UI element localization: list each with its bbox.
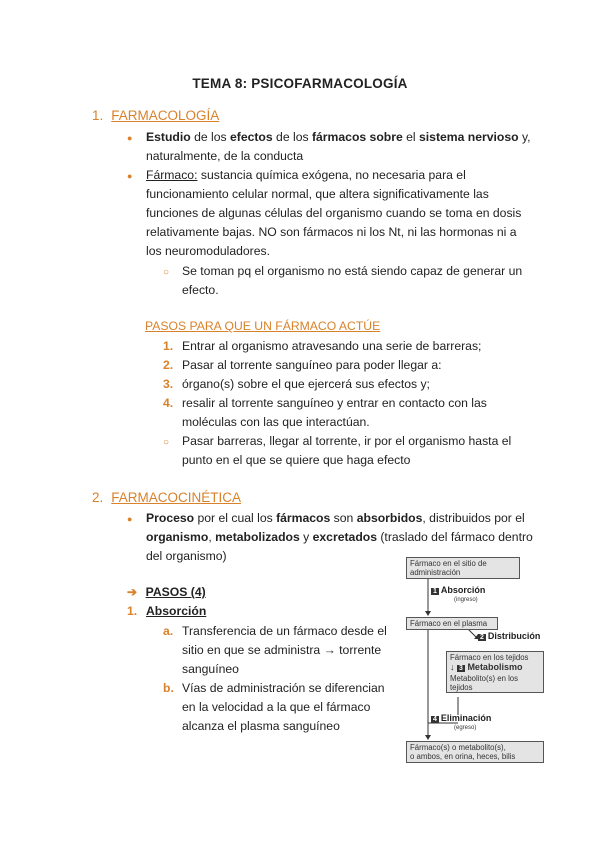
step-number: 3 (459, 665, 463, 672)
list-item: resalir al torrente sanguíneo y entrar en contacto con las (182, 396, 487, 410)
pharmacokinetics-diagram (398, 555, 548, 765)
text-line: los neuromoduladores. (146, 244, 270, 258)
list-number: 4. (163, 396, 174, 410)
list-number: 2. (163, 358, 174, 372)
step-absorcion (431, 585, 485, 595)
text-line: sanguíneo (182, 662, 239, 676)
list-letter: a. (163, 624, 174, 638)
text-line: efecto. (182, 283, 219, 297)
bold-term: sistema nervioso (419, 130, 519, 144)
list-item: órgano(s) sobre el que ejercerá sus efectos y; (182, 377, 430, 391)
pasos-text: PASOS (4) (145, 585, 206, 599)
text-line (146, 166, 466, 185)
bullet-dot-icon: ● (127, 171, 133, 181)
bold-term: Proceso (146, 511, 195, 525)
box-text: administración (410, 568, 461, 577)
circle-bullet-icon: ○ (163, 437, 170, 448)
box-text: Fármaco en el sitio de (410, 559, 487, 568)
bold-term: metabolizados (215, 530, 300, 544)
subheading-pasos: PASOS PARA QUE UN FÁRMACO ACTÚE (145, 319, 381, 333)
section-number: 2. (92, 490, 104, 505)
list-number: 3. (163, 377, 174, 391)
step-number: 4 (433, 716, 437, 723)
text-line: relativamente bajas. NO son fármacos ni los Nt, ni las hormonas ni a (146, 225, 517, 239)
arrow-right-icon: ➔ (127, 585, 138, 599)
metabolism-row: ↓ 3 Metabolismo (450, 662, 523, 672)
step-distribucion (478, 631, 540, 641)
text-line: Pasar barreras, llegar al torrente, ir por el organismo hasta el (182, 434, 512, 448)
step-number: 1 (433, 588, 437, 595)
text-line (146, 528, 533, 547)
text: de los (190, 130, 230, 144)
section-title: FARMACOCINÉTICA (111, 490, 242, 505)
section-heading-farmacocinetica (92, 488, 241, 507)
box-text: Metabolito(s) en los (450, 674, 519, 683)
sub-bullet (163, 432, 169, 452)
step-label: Distribución (487, 631, 541, 641)
box-tissues (446, 651, 544, 693)
bold-term: fármacos (276, 511, 331, 525)
step-note: (ingreso) (454, 597, 478, 603)
text-line: del organismo) (146, 549, 227, 563)
text-line: funcionamiento celular normal, que altera significativamente las (146, 187, 489, 201)
text-line: Transferencia de un fármaco desde el (182, 624, 387, 638)
underlined-term: Fármaco: (146, 168, 198, 182)
box-text: Fármaco(s) o metabolito(s), (410, 743, 506, 752)
text-line: funciones de algunas células del organismo cuando se toma en dosis (146, 206, 522, 220)
text-line: alcanza el plasma sanguíneo (182, 719, 340, 733)
step-label: Absorción (440, 585, 486, 595)
text: sustancia química exógena, no necesaria para el (197, 168, 466, 182)
absorcion-heading (146, 602, 206, 621)
sub-bullet (163, 262, 169, 282)
list-number: 1. (127, 604, 138, 618)
page-title: TEMA 8: PSICOFARMACOLOGÍA (192, 76, 408, 91)
text: y, (518, 130, 531, 144)
text-line: Vías de administración se diferencian (182, 681, 385, 695)
box-text: Fármaco en el plasma (410, 619, 488, 628)
bullet-farmaco (127, 166, 132, 186)
list-item: Entrar al organismo atravesando una serie de barreras; (182, 339, 482, 353)
text: , distribuidos por el (422, 511, 525, 525)
text: (traslado del fármaco dentro (376, 530, 533, 544)
bullet-proceso (127, 509, 132, 529)
bold-term: efectos (229, 130, 273, 144)
box-text: tejidos (450, 683, 473, 692)
text-line: Se toman pq el organismo no está siendo capaz de generar un (182, 264, 523, 278)
text: por el cual los (194, 511, 277, 525)
absorcion-text: Absorción (146, 604, 207, 618)
bold-term: excretados (312, 530, 377, 544)
text: son (330, 511, 357, 525)
text: , (208, 530, 216, 544)
bullet-estudio (127, 128, 132, 148)
text: de los (272, 130, 312, 144)
text-line: en la velocidad a la que el fármaco (182, 700, 371, 714)
text-line: naturalmente, de la conducta (146, 149, 304, 163)
text-line: sitio en que se administra → torrente (182, 643, 382, 657)
text-line: punto en el que se quiere que haga efecto (182, 453, 411, 467)
step-eliminacion (431, 713, 491, 723)
circle-bullet-icon: ○ (163, 267, 170, 278)
pasos-label (127, 583, 206, 602)
bold-term: absorbidos (356, 511, 423, 525)
step-label: Metabolismo (467, 662, 523, 672)
text: y (299, 530, 313, 544)
step-label: Eliminación (440, 713, 492, 723)
bullet-dot-icon: ● (127, 133, 133, 143)
step-number: 2 (480, 634, 484, 641)
box-plasma (406, 617, 498, 630)
list-item-cont: moléculas con las que interactúan. (182, 415, 370, 429)
step-note: (egreso) (454, 725, 477, 731)
text: el (402, 130, 420, 144)
bold-term: Estudio (146, 130, 191, 144)
bold-term: organismo (146, 530, 209, 544)
section-number: 1. (92, 108, 104, 123)
list-number: 1. (163, 339, 174, 353)
section-heading-farmacologia (92, 106, 219, 125)
box-administration-site (406, 557, 520, 579)
bullet-dot-icon: ● (127, 514, 133, 524)
text-line (146, 128, 531, 147)
section-title: FARMACOLOGÍA (111, 108, 220, 123)
box-excretion (406, 741, 544, 763)
box-text: o ambos, en orina, heces, bilis (410, 752, 516, 761)
list-item: Pasar al torrente sanguíneo para poder llegar a: (182, 358, 442, 372)
text-line (146, 509, 525, 528)
list-letter: b. (163, 681, 174, 695)
box-text: Fármaco en los tejidos (450, 653, 529, 662)
bold-term: fármacos sobre (311, 130, 403, 144)
